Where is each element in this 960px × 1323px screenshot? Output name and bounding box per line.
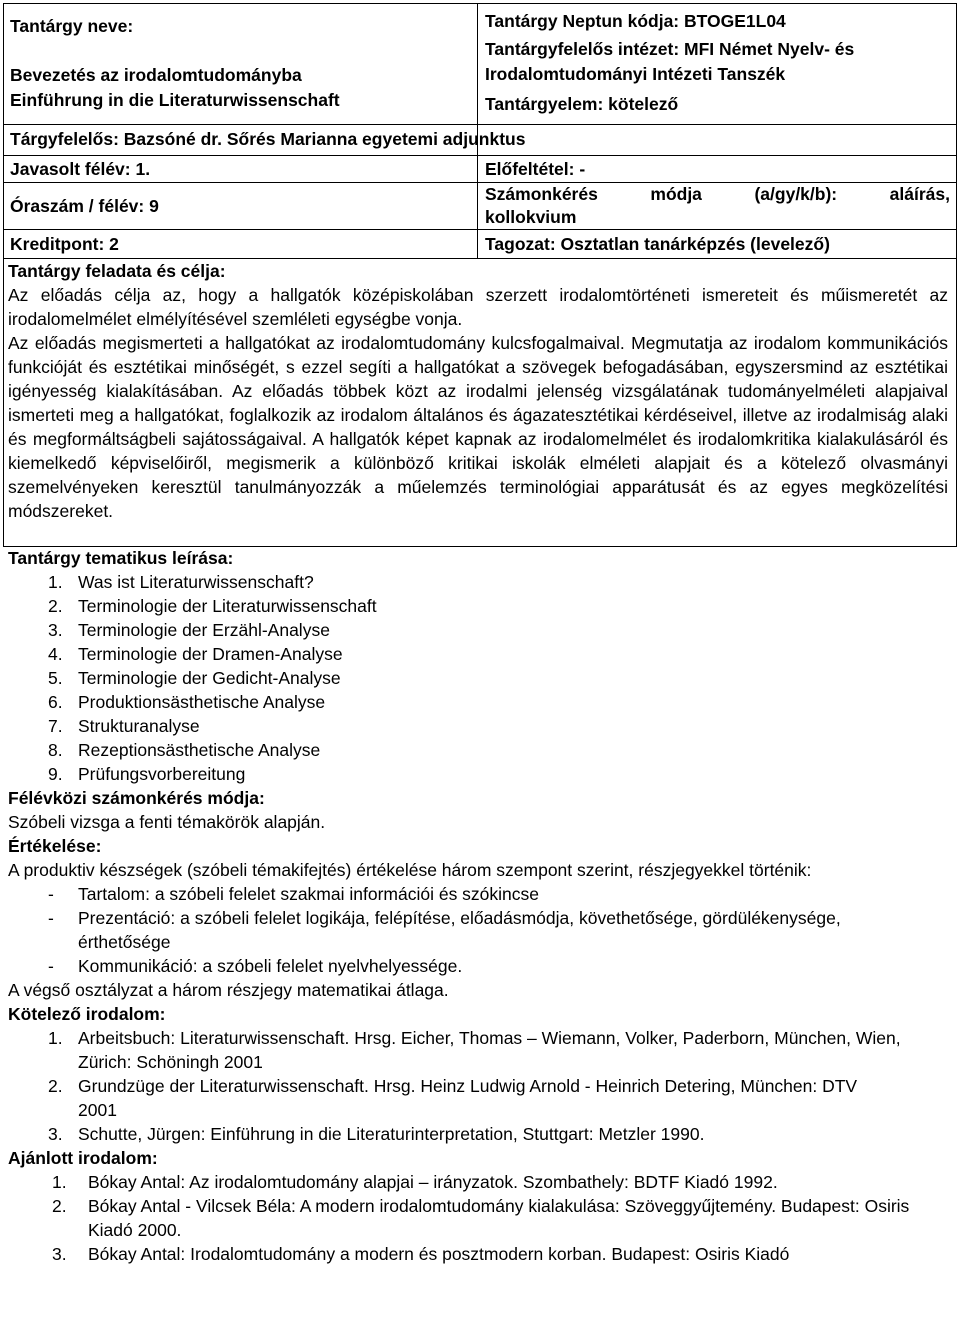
institute-line-2: Irodalomtudományi Intézeti Tanszék [485, 64, 786, 84]
required-literature-title: Kötelező irodalom: [8, 1004, 166, 1024]
hours-per-semester: Óraszám / félév: 9 [10, 196, 159, 216]
neptun-code: Tantárgy Neptun kódja: BTOGE1L04 [485, 11, 786, 31]
thematic-title: Tantárgy tematikus leírása: [8, 548, 234, 568]
institute-line-1: Tantárgyfelelős intézet: MFI Német Nyelv- és [485, 39, 855, 59]
list-item: 4. Terminologie der Dramen-Analyse [48, 644, 343, 664]
recommended-literature-list [8, 1170, 948, 1266]
prerequisite: Előfeltétel: - [485, 159, 586, 179]
row-divider-4 [3, 229, 957, 230]
exam-method-line-2: kollokvium [485, 207, 577, 227]
list-item: 1. Arbeitsbuch: Literaturwissenschaft. Hrsg. Eicher, Thomas – Wiemann, Volker, Paderborn, München, Wien, Zürich: Schöningh 2001 [48, 1028, 901, 1072]
list-item: 2. Bókay Antal - Vilcsek Béla: A modern irodalomtudomány kialakulása: Szöveggyűjtemény. Budapest: Osiris Kiadó 2000. [52, 1196, 910, 1240]
list-item: 5. Terminologie der Gedicht-Analyse [48, 668, 341, 688]
list-item: 8. Rezeptionsästhetische Analyse [48, 740, 321, 760]
evaluation-intro: A produktiv készségek (szóbeli témakifejtés) értékelése három szempont szerint, részjegyekkel történik: [8, 860, 812, 880]
study-section: Tagozat: Osztatlan tanárképzés (levelező) [485, 234, 830, 254]
responsible-person: Tárgyfelelős: Bazsóné dr. Sőrés Marianna egyetemi adjunktus [10, 129, 526, 149]
exam-method-line-1: Számonkérés módja (a/gy/k/b): aláírás, [485, 184, 950, 204]
evaluation-title: Értékelése: [8, 836, 102, 856]
midterm-title: Félévközi számonkérés módja: [8, 788, 265, 808]
midterm-text: Szóbeli vizsga a fenti témakörök alapján. [8, 812, 326, 832]
list-item: 1. Bókay Antal: Az irodalomtudomány alapjai – irányzatok. Szombathely: BDTF Kiadó 1992. [52, 1172, 778, 1192]
subject-name-label: Tantárgy neve: [10, 16, 134, 36]
goals-paragraph-2: Az előadás megismerteti a hallgatókat az irodalomtudomány kulcsfogalmaival. Megmutatja az irodalom kommunikációs funkcióját és esztétikai minőségét, s ezzel segíti a hallgatókat a szövegek befogadásában, egyszersmind az esztétikai igényesség kialakításában. Az előadás többek közt az irodalmi jelenség vizsgálatának tudományelméleti alapjaival ismerteti meg a hallgatókat, foglalkozik az irodalom általános és ágazatesztétikai kérdéseivel, illetve az irodalmiság alaki és megformáltságbeli sajátosságaival. A hallgatók képet kapnak az irodalomelmélet és irodalomkritika kialakulásáról és kiemelkedő képviselőiről, megismerik a különböző kritikai iskolák elméleti alapjait és a kötelező olvasmányi szemelvényeken keresztül tanulmányozzák a műelemzés terminológiai apparátusát és az egyes megközelítési módszereket. [8, 333, 948, 521]
list-item: 2. Terminologie der Literaturwissenschaft [48, 596, 377, 616]
goals-title: Tantárgy feladata és célja: [8, 261, 226, 281]
list-item: 7. Strukturanalyse [48, 716, 200, 736]
goals-paragraph-1: Az előadás célja az, hogy a hallgatók középiskolában szerzett irodalomtörténeti ismereteit és műismeretét az irodalomelmélet elmélyítésével szemléleti egységbe vonja. [8, 285, 948, 329]
list-item: 3. Bókay Antal: Irodalomtudomány a modern és posztmodern korban. Budapest: Osiris Kiadó [52, 1244, 790, 1264]
list-item: 6. Produktionsästhetische Analyse [48, 692, 326, 712]
list-item: - Tartalom: a szóbeli felelet szakmai információi és szókincse [48, 884, 540, 904]
row-divider-2 [3, 155, 957, 156]
recommended-semester: Javasolt félév: 1. [10, 159, 151, 179]
list-item: 1. Was ist Literaturwissenschaft? [48, 572, 314, 592]
goals-section [8, 259, 948, 523]
list-item: - Kommunikáció: a szóbeli felelet nyelvhelyessége. [48, 956, 463, 976]
list-item: 3. Terminologie der Erzähl-Analyse [48, 620, 330, 640]
syllabus-body [8, 546, 948, 1266]
subject-element: Tantárgyelem: kötelező [485, 94, 679, 114]
recommended-literature-title: Ajánlott irodalom: [8, 1148, 158, 1168]
required-literature-list [8, 1026, 948, 1146]
list-item: 2. Grundzüge der Literaturwissenschaft. Hrsg. Heinz Ludwig Arnold - Heinrich Detering, München: DTV 2001 [48, 1076, 858, 1120]
subject-name-de: Einführung in die Literaturwissenschaft [10, 90, 340, 110]
row-divider-1 [3, 124, 957, 125]
list-item: 9. Prüfungsvorbereitung [48, 764, 246, 784]
credit-points: Kreditpont: 2 [10, 234, 119, 254]
list-item: - Prezentáció: a szóbeli felelet logikája, felépítése, előadásmódja, követhetősége, gördülékenysége, érthetősége [48, 908, 841, 952]
thematic-list [8, 570, 948, 786]
evaluation-list [8, 882, 948, 978]
evaluation-final: A végső osztályzat a három részjegy matematikai átlaga. [8, 980, 449, 1000]
subject-name-hu: Bevezetés az irodalomtudományba [10, 65, 302, 85]
list-item: 3. Schutte, Jürgen: Einführung in die Literaturinterpretation, Stuttgart: Metzler 1990. [48, 1124, 705, 1144]
